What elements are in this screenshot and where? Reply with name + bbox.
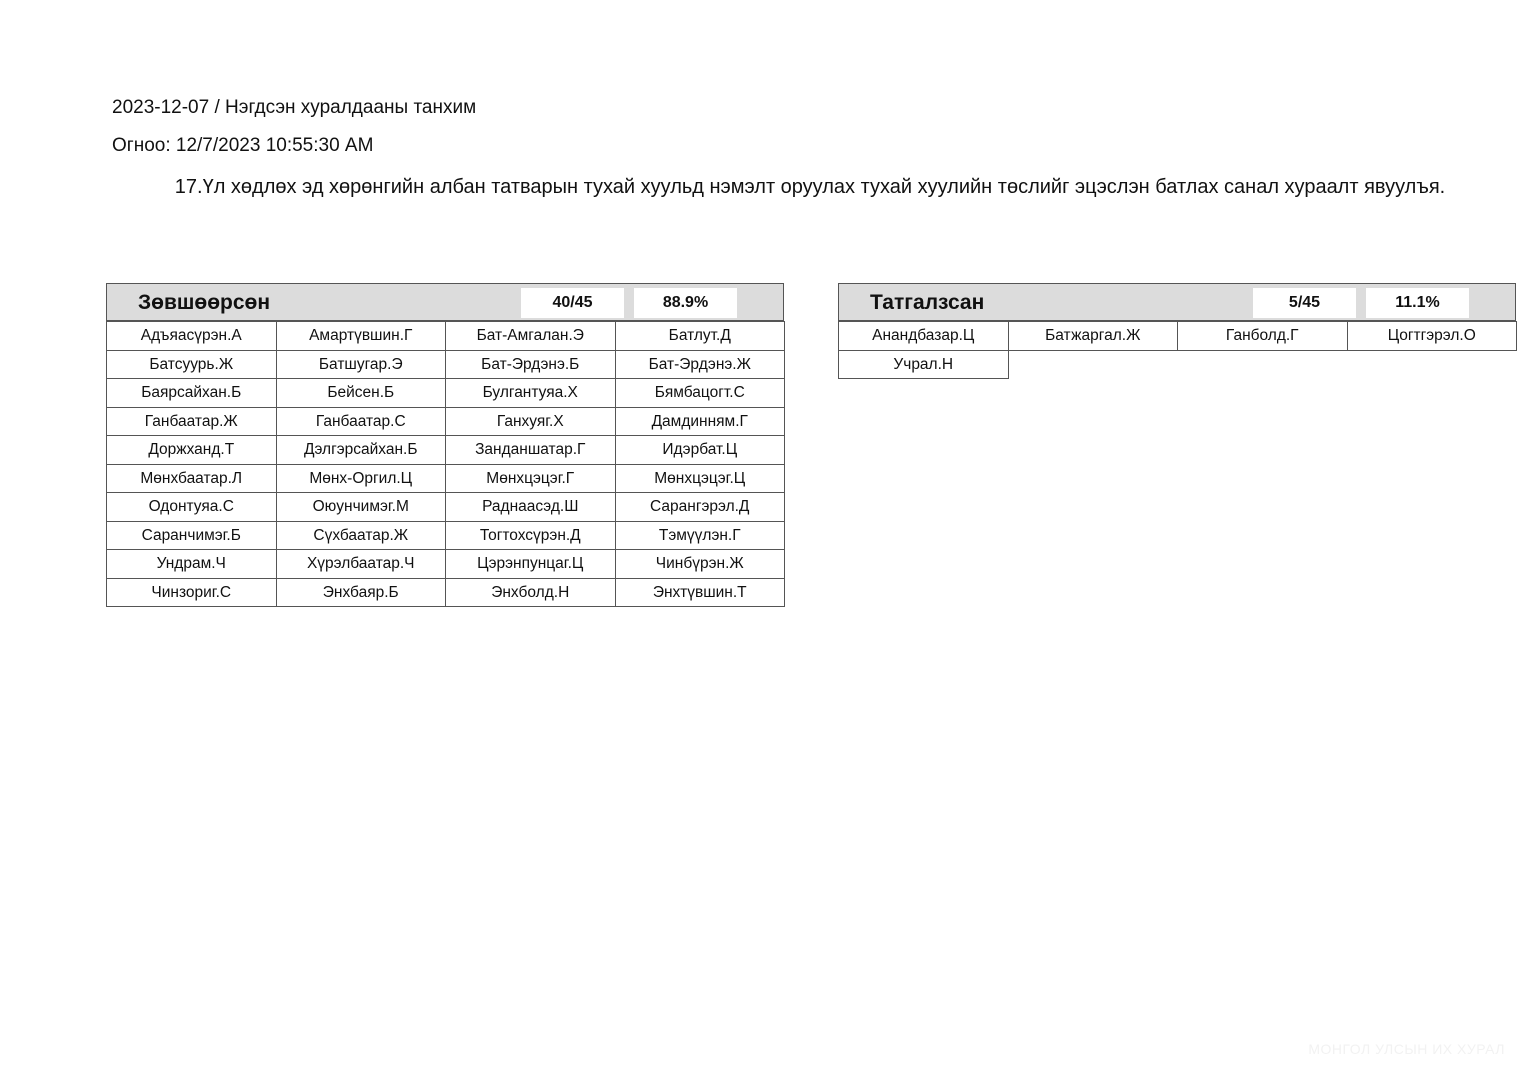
- member-cell: Батлут.Д: [615, 321, 786, 351]
- member-cell: Тэмүүлэн.Г: [615, 521, 786, 551]
- watermark: МОНГОЛ УЛСЫН ИХ ХУРАЛ: [1308, 1041, 1505, 1057]
- member-cell: Доржханд.Т: [106, 435, 277, 465]
- member-cell: Идэрбат.Ц: [615, 435, 786, 465]
- session-title: 2023-12-07 / Нэгдсэн хуралдааны танхим: [112, 97, 477, 118]
- member-cell: Ганбаатар.Ж: [106, 407, 277, 437]
- rejected-header: [838, 283, 1516, 321]
- approved-count: 40/45: [521, 288, 624, 318]
- rejected-count: 5/45: [1253, 288, 1356, 318]
- member-cell: Бейсен.Б: [276, 378, 447, 408]
- member-cell: Саранчимэг.Б: [106, 521, 277, 551]
- member-cell: Анандбазар.Ц: [838, 321, 1009, 351]
- approved-header: [106, 283, 784, 321]
- approved-members-grid: [106, 321, 784, 606]
- member-cell: Ундрам.Ч: [106, 549, 277, 579]
- rejected-members-grid: [838, 321, 1516, 378]
- rejected-percent: 11.1%: [1366, 288, 1469, 318]
- member-cell: Раднаасэд.Ш: [445, 492, 616, 522]
- member-cell: Чинбүрэн.Ж: [615, 549, 786, 579]
- member-cell: Булгантуяа.Х: [445, 378, 616, 408]
- member-cell: Занданшатар.Г: [445, 435, 616, 465]
- approved-panel: [106, 283, 784, 606]
- member-cell: Батжаргал.Ж: [1008, 321, 1179, 351]
- rejected-panel: [838, 283, 1516, 378]
- member-cell: Оюунчимэг.М: [276, 492, 447, 522]
- member-cell: Ганхуяг.Х: [445, 407, 616, 437]
- member-cell: Хүрэлбаатар.Ч: [276, 549, 447, 579]
- member-cell: Чинзориг.С: [106, 578, 277, 608]
- member-cell: Бат-Эрдэнэ.Б: [445, 350, 616, 380]
- member-cell: Баярсайхан.Б: [106, 378, 277, 408]
- member-cell: Энхбаяр.Б: [276, 578, 447, 608]
- member-cell: Мөнхцэцэг.Г: [445, 464, 616, 494]
- member-cell: Мөнх-Оргил.Ц: [276, 464, 447, 494]
- member-cell: Дэлгэрсайхан.Б: [276, 435, 447, 465]
- member-cell: Цогтгэрэл.О: [1347, 321, 1518, 351]
- vote-datetime: Огноо: 12/7/2023 10:55:30 AM: [112, 135, 374, 156]
- member-cell: Тогтохсүрэн.Д: [445, 521, 616, 551]
- member-cell: Энхболд.Н: [445, 578, 616, 608]
- member-cell: Бат-Амгалан.Э: [445, 321, 616, 351]
- member-cell: Ганболд.Г: [1177, 321, 1348, 351]
- member-cell: Адъяасүрэн.А: [106, 321, 277, 351]
- member-cell: Мөнхбаатар.Л: [106, 464, 277, 494]
- member-cell: Сүхбаатар.Ж: [276, 521, 447, 551]
- approved-percent: 88.9%: [634, 288, 737, 318]
- member-cell: Энхтүвшин.Т: [615, 578, 786, 608]
- member-cell: Батшугар.Э: [276, 350, 447, 380]
- member-cell: Цэрэнпунцаг.Ц: [445, 549, 616, 579]
- member-cell: Мөнхцэцэг.Ц: [615, 464, 786, 494]
- rejected-title: Татгалзсан: [870, 291, 985, 314]
- member-cell: Амартүвшин.Г: [276, 321, 447, 351]
- approved-title: Зөвшөөрсөн: [138, 291, 271, 314]
- member-cell: Сарангэрэл.Д: [615, 492, 786, 522]
- member-cell: Бямбацогт.С: [615, 378, 786, 408]
- member-cell: Бат-Эрдэнэ.Ж: [615, 350, 786, 380]
- motion-title: 17.Үл хөдлөх эд хөрөнгийн албан татварын тухай хуульд нэмэлт оруулах тухай хуулийн төслийг эцэслэн батлах санал хураалт явуулъя.: [174, 176, 1446, 198]
- member-cell: Учрал.Н: [838, 350, 1009, 380]
- member-cell: Ганбаатар.С: [276, 407, 447, 437]
- member-cell: Одонтуяа.С: [106, 492, 277, 522]
- member-cell: Дамдинням.Г: [615, 407, 786, 437]
- member-cell: Батсуурь.Ж: [106, 350, 277, 380]
